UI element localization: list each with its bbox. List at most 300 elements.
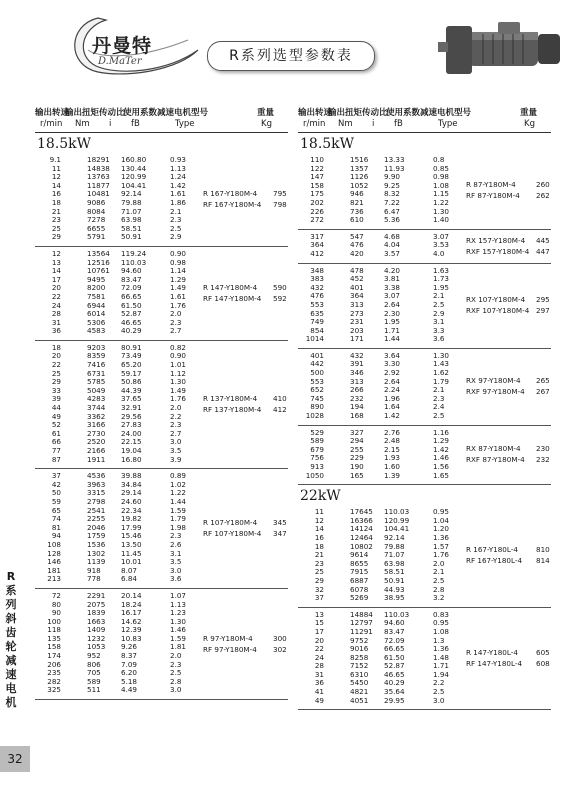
cell: 158 [310,180,324,190]
header-label: 重量 [520,108,538,118]
cell: 1.61 [170,291,187,301]
cell: 29.95 [384,695,405,705]
cell: 5450 [350,678,369,688]
cell: 5.18 [121,676,138,686]
cell: 12 [51,248,61,258]
weight-value: 295 [536,295,550,305]
header-unit: Nm [75,119,90,129]
cell: 1.62 [433,368,450,378]
cell: 8200 [87,283,106,293]
brand-name: 丹曼特 [92,35,153,57]
cell: 2.3 [170,420,182,430]
cell: 1839 [87,608,106,618]
cell: 0.85 [433,163,450,173]
motor-type-label: RF 107-Y180M-4 [203,529,262,539]
gear-motor-image [438,12,568,82]
cell: 553 [310,376,324,386]
cell: 4583 [87,326,106,336]
model-group [298,505,551,608]
cell: 135 [47,633,61,643]
cell: 1302 [87,548,106,558]
cell: 3.0 [170,565,182,575]
weight [536,235,550,257]
model-group [298,608,551,711]
cell: 65.20 [121,360,142,370]
cell: 23 [314,558,324,568]
cell: 175 [310,189,324,199]
side-label-char: R [6,570,16,583]
table-row [35,669,288,678]
cell: 0.98 [170,257,187,267]
cell: 12.39 [121,625,142,635]
cell: 3.38 [384,282,401,292]
cell: 6014 [87,309,106,319]
cell: 478 [350,265,364,275]
cell: 20 [51,351,61,361]
cell: 0.93 [170,155,187,164]
cell: 50.91 [384,575,405,585]
table-row [298,525,551,534]
cell: 10481 [87,189,110,199]
cell: 854 [310,325,324,335]
cell: 348 [310,265,324,275]
cell: 1028 [305,411,324,421]
cell: 2730 [87,428,106,438]
cell: 232 [350,393,364,403]
table-row [35,250,288,259]
cell: 2.76 [384,427,401,437]
header-label: 减速电机型号 [157,108,209,118]
weight-value: 230 [536,444,550,454]
table-row [298,586,551,595]
table-row [298,216,551,225]
cell: 22 [51,291,61,301]
cell: 1.39 [384,470,401,480]
cell: 3315 [87,488,106,498]
cell: 1.98 [170,522,187,532]
cell: 3744 [87,403,106,413]
cell: 35.64 [384,687,405,697]
cell: 1357 [350,163,369,173]
motor-type [466,294,529,316]
cell: 2.5 [433,575,445,585]
cell: 72.09 [121,283,142,293]
cell: 17645 [350,507,373,517]
cell: 1050 [305,470,324,480]
cell: 21 [51,206,61,216]
cell: 2.5 [170,668,182,678]
cell: 273 [350,308,364,318]
cell: 2.1 [433,385,445,395]
cell: 9.25 [384,180,401,190]
cell: 15.46 [121,531,142,541]
table-row [35,430,288,439]
cell: 1.95 [433,282,450,292]
cell: 71.07 [121,206,142,216]
table-row [35,267,288,276]
cell: 14 [314,524,324,534]
cell: 94.60 [384,618,405,628]
cell: 213 [47,574,61,584]
cell: 6655 [87,223,106,233]
power-rating: 18.5kW [300,136,355,152]
cell: 3.07 [384,291,401,301]
cell: 553 [310,299,324,309]
cell: 32 [314,584,324,594]
cell: 6731 [87,368,106,378]
cell: 1.95 [384,317,401,327]
cell: 17 [314,626,324,636]
cell: 2.92 [384,368,401,378]
cell: 2.48 [384,436,401,446]
cell: 2.24 [384,385,401,395]
cell: 231 [350,317,364,327]
cell: 1.44 [170,496,187,506]
table-row [35,609,288,618]
table-row [298,165,551,174]
model-group [35,469,288,589]
cell: 3.0 [170,437,182,447]
cell: 610 [350,215,364,225]
header-label: 减速电机型号 [420,108,472,118]
cell: 2.0 [433,558,445,568]
power-rating: 22kW [300,488,341,505]
cell: 203 [350,325,364,335]
table-row [35,327,288,336]
table-row [298,637,551,646]
cell: 5791 [87,232,106,242]
cell: 1.07 [170,590,187,600]
motor-type-label: RXF 157-Y180M-4 [466,246,530,256]
cell: 4283 [87,394,106,404]
cell: 2255 [87,514,106,524]
cell: 0.8 [433,155,445,164]
cell: 266 [350,385,364,395]
cell: 59.17 [121,368,142,378]
cell: 9752 [350,635,369,645]
table-row [298,318,551,327]
cell: 38.95 [384,593,405,603]
cell: 2.3 [170,317,182,327]
weight-value: 300 [273,633,287,643]
cell: 46.65 [384,669,405,679]
table-row [35,233,288,242]
cell: 749 [310,317,324,327]
cell: 13763 [87,172,110,182]
cell: 420 [350,248,364,258]
cell: 2.6 [170,539,182,549]
cell: 13 [51,257,61,267]
cell: 110.03 [121,257,147,267]
cell: 952 [87,651,101,661]
cell: 8655 [350,558,369,568]
cell: 1.29 [170,274,187,284]
model-group [35,341,288,469]
table-row [298,671,551,680]
cell: 1.63 [433,265,450,275]
cell: 2.9 [433,308,445,318]
cell: 2075 [87,599,106,609]
cell: 1.76 [170,300,187,310]
cell: 9614 [350,550,369,560]
cell: 80 [51,599,61,609]
cell: 1.29 [433,436,450,446]
model-group [298,426,551,486]
cell: 128 [47,548,61,558]
cell: 317 [310,231,324,241]
cell: 171 [350,334,364,344]
cell: 589 [87,676,101,686]
cell: 3.64 [384,350,401,360]
weight [536,544,550,566]
cell: 1.15 [433,189,450,199]
cell: 18.24 [121,599,142,609]
weight [273,188,287,210]
table-row [35,173,288,182]
cell: 14838 [87,163,110,173]
table-row [298,352,551,361]
cell: 412 [310,248,324,258]
header-label: 使用系数 [123,108,158,118]
weight-value: 297 [536,306,550,316]
table-row [35,558,288,567]
cell: 11.93 [384,163,405,173]
cell: 1.13 [170,163,187,173]
cell: 226 [310,206,324,216]
cell: 146 [47,557,61,567]
cell: 160.80 [121,155,147,164]
cell: 442 [310,359,324,369]
cell: 1.64 [384,402,401,412]
cell: 8258 [350,652,369,662]
motor-type [466,443,525,465]
cell: 24 [314,652,324,662]
cell: 1.46 [433,453,450,463]
table-row [35,618,288,627]
cell: 272 [310,215,324,225]
cell: 1.3 [433,635,445,645]
cell: 3.1 [170,548,182,558]
cell: 4821 [350,687,369,697]
cell: 50.91 [121,232,142,242]
cell: 10802 [350,541,373,551]
cell: 9016 [350,644,369,654]
motor-type-label: RXF 97-Y180M-4 [466,387,525,397]
cell: 2.1 [433,291,445,301]
cell: 3.5 [170,557,182,567]
motor-type-label: RXF 107-Y180M-4 [466,306,530,316]
cell: 3.07 [433,231,450,241]
cell: 1.61 [170,189,187,199]
cell: 364 [350,291,364,301]
table-row [298,472,551,481]
motor-type-label: RF 167-Y180L-4 [466,556,523,566]
header-label: 输出扭矩 [328,108,363,118]
cell: 2.2 [170,411,182,421]
cell: 29.56 [121,411,142,421]
cell: 1663 [87,616,106,626]
cell: 500 [310,368,324,378]
cell: 1.42 [433,444,450,454]
cell: 1516 [350,155,369,164]
cell: 2.8 [170,676,182,686]
table-row [35,575,288,584]
cell: 1.49 [170,385,187,395]
cell: 679 [310,444,324,454]
motor-type-label: R 97-Y180M-4 [203,633,253,643]
model-group [35,247,288,341]
cell: 29 [51,232,61,242]
cell: 0.83 [433,609,450,619]
cell: 10.83 [121,633,142,643]
header-label: 输出转速 [35,108,70,118]
header-label: 输出转速 [298,108,333,118]
cell: 90 [51,608,61,618]
side-label-char: 轮 [5,640,17,653]
page-title: R系列选型参数表 [207,41,375,71]
cell: 3.6 [170,574,182,584]
cell: 34.84 [121,479,142,489]
cell: 235 [47,668,61,678]
header-unit: i [109,119,112,129]
cell: 92.14 [121,189,142,199]
cell: 946 [350,189,364,199]
weight [536,375,550,397]
power-rating: 18.5kW [37,136,92,152]
cell: 61.50 [384,652,405,662]
cell: 17 [51,274,61,284]
cell: 94 [51,531,61,541]
cell: 7581 [87,291,106,301]
cell: 1.73 [433,274,450,284]
cell: 120.99 [384,515,410,525]
cell: 1053 [87,642,106,652]
cell: 49 [314,695,324,705]
cell: 0.90 [170,351,187,361]
cell: 1.04 [433,515,450,525]
cell: 6.20 [121,668,138,678]
cell: 0.98 [433,172,450,182]
side-label-char: 机 [5,696,17,709]
cell: 110.03 [384,609,410,619]
brand-subtitle: D.MaTer [98,56,142,67]
weight-value: 345 [273,518,287,528]
cell: 3.57 [384,248,401,258]
cell: 2.15 [384,444,401,454]
page-number: 32 [0,746,30,772]
table-row [35,259,288,268]
cell: 3.6 [433,334,445,344]
table-row [35,216,288,225]
header-label: 输出扭矩 [65,108,100,118]
cell: 19.04 [121,446,142,455]
cell: 3362 [87,411,106,421]
cell: 1.23 [170,608,187,618]
cell: 3.53 [433,240,450,250]
cell: 104.41 [384,524,410,534]
cell: 1.76 [170,394,187,404]
cell: 1.76 [433,550,450,560]
cell: 14124 [350,524,373,534]
cell: 18291 [87,155,110,164]
cell: 1.13 [170,599,187,609]
table-row [298,327,551,336]
cell: 2.3 [170,531,182,541]
table-row [35,686,288,695]
cell: 23 [51,215,61,225]
cell: 16 [51,189,61,199]
cell: 3.30 [384,359,401,369]
cell: 94.60 [121,266,142,276]
cell: 1.79 [170,514,187,524]
weight-value: 592 [273,293,287,303]
cell: 22 [314,644,324,654]
right-table [298,102,551,710]
cell: 13.50 [121,539,142,549]
cell: 1.56 [433,462,450,471]
cell: 61.50 [121,300,142,310]
motor-type [203,188,261,210]
weight-value: 262 [536,191,550,201]
cell: 325 [47,685,61,695]
weight-value: 608 [536,659,550,669]
cell: 1.08 [433,180,450,190]
cell: 32.91 [121,403,142,413]
cell: 10761 [87,266,110,276]
cell: 589 [310,436,324,446]
cell: 7152 [350,661,369,671]
cell: 120.99 [121,172,147,182]
table-row [35,225,288,234]
cell: 1.22 [170,488,187,498]
cell: 1126 [350,172,369,182]
cell: 391 [350,359,364,369]
cell: 2541 [87,505,106,515]
cell: 40.29 [121,326,142,336]
cell: 1.42 [384,411,401,421]
side-label-char: 斜 [5,612,17,625]
table-row [35,361,288,370]
cell: 2.30 [384,308,401,318]
side-label-char: 系 [5,584,17,597]
table-row [298,275,551,284]
cell: 19.82 [121,514,142,524]
cell: 2.0 [170,651,182,661]
cell: 2.7 [170,326,182,336]
header-unit: Type [175,119,195,129]
cell: 1.08 [433,626,450,636]
cell: 1.12 [170,368,187,378]
cell: 81 [51,522,61,532]
cell: 9.90 [384,172,401,182]
cell: 44.93 [384,584,405,594]
cell: 1536 [87,539,106,549]
cell: 255 [350,444,364,454]
motor-type-label: RF 87-Y180M-4 [466,191,520,201]
cell: 1.02 [170,479,187,489]
cell: 2046 [87,522,106,532]
cell: 52.87 [121,309,142,319]
cell: 92.14 [384,532,405,542]
motor-type-label: RF 147-Y180M-4 [203,293,262,303]
cell: 7.09 [121,659,138,669]
header-label: 使用系数 [386,108,421,118]
cell: 13.33 [384,155,405,164]
cell: 511 [87,685,101,695]
cell: 24.00 [121,428,142,438]
cell: 72.09 [384,635,405,645]
cell: 37 [51,471,61,481]
